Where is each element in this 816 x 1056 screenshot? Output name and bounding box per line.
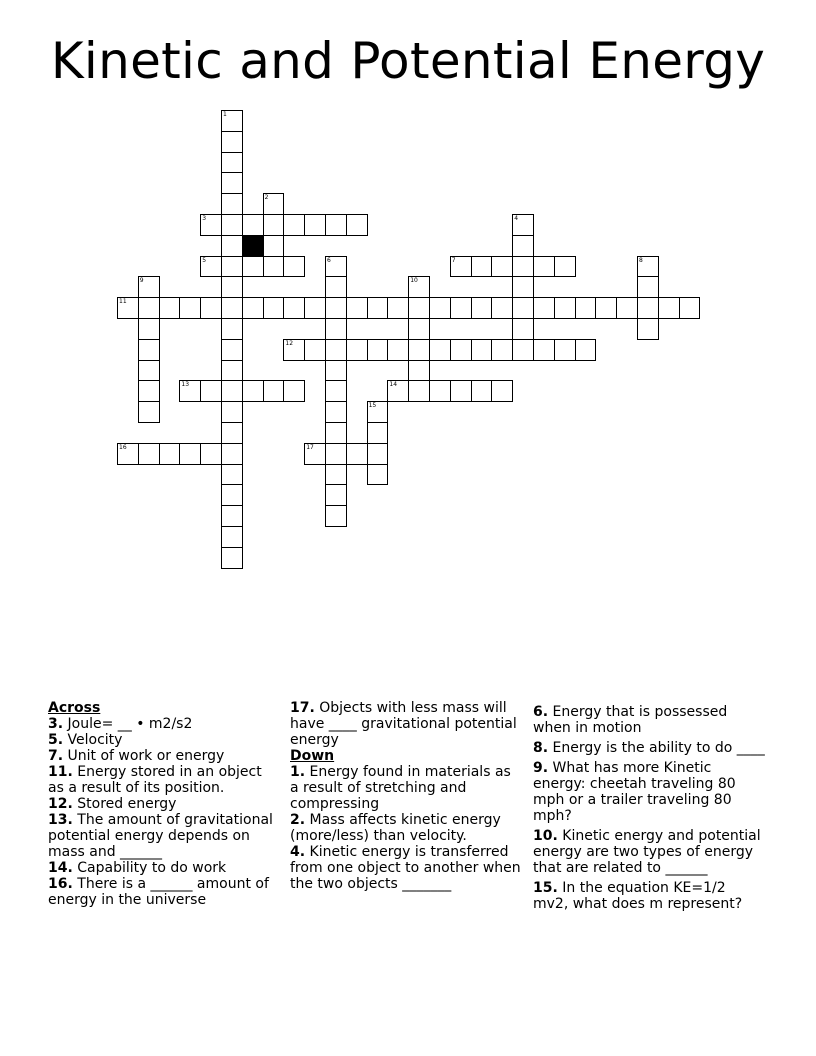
clue-text: What has more Kinetic energy: cheetah traveling 80 mph or a trailer traveling 80 mph? <box>533 760 736 824</box>
clue-down-9 <box>533 760 765 824</box>
clue-across-12 <box>48 796 276 812</box>
grid-cell[interactable] <box>595 297 617 319</box>
clue-down-15 <box>533 880 765 912</box>
grid-cell[interactable] <box>471 380 493 402</box>
clue-text: In the equation KE=1/2 mv2, what does m represent? <box>533 880 743 912</box>
grid-cell[interactable] <box>138 443 160 465</box>
clue-text: Mass affects kinetic energy (more/less) than velocity. <box>290 812 501 844</box>
cell-number: 5 <box>202 256 207 264</box>
clue-number: 8. <box>533 740 549 756</box>
grid-cell[interactable] <box>138 318 160 340</box>
grid-cell[interactable] <box>138 380 160 402</box>
grid-cell[interactable] <box>512 276 534 298</box>
grid-cell[interactable] <box>263 235 285 257</box>
grid-cell[interactable] <box>221 235 243 257</box>
clue-down-8 <box>533 740 765 756</box>
grid-cell[interactable] <box>221 443 243 465</box>
grid-cell[interactable] <box>616 297 638 319</box>
page-title: Kinetic and Potential Energy <box>50 32 766 90</box>
grid-cell[interactable] <box>242 256 264 278</box>
clue-number: 7. <box>48 748 64 764</box>
grid-cell[interactable] <box>471 297 493 319</box>
clues-column-1 <box>48 700 276 908</box>
grid-cell[interactable] <box>325 401 347 423</box>
grid-cell[interactable] <box>408 360 430 382</box>
grid-cell[interactable] <box>325 443 347 465</box>
clue-down-10 <box>533 828 765 876</box>
down-clue-list-continued <box>533 704 765 912</box>
clue-number: 4. <box>290 844 306 860</box>
grid-cell[interactable] <box>533 256 555 278</box>
clue-text: Velocity <box>63 732 123 748</box>
grid-cell[interactable] <box>491 339 513 361</box>
grid-cell[interactable] <box>221 484 243 506</box>
clue-number: 3. <box>48 716 64 732</box>
grid-cell[interactable] <box>283 256 305 278</box>
blocked-cell <box>242 235 264 257</box>
grid-cell[interactable] <box>138 339 160 361</box>
grid-cell[interactable] <box>221 152 243 174</box>
clue-across-14 <box>48 860 276 876</box>
clue-number: 12. <box>48 796 73 812</box>
grid-cell[interactable] <box>242 380 264 402</box>
grid-cell[interactable] <box>159 297 181 319</box>
grid-cell[interactable] <box>221 401 243 423</box>
grid-cell[interactable] <box>512 318 534 340</box>
cell-number: 13 <box>181 381 190 389</box>
grid-cell[interactable] <box>346 443 368 465</box>
grid-cell[interactable] <box>221 256 243 278</box>
grid-cell[interactable] <box>491 256 513 278</box>
clue-number: 9. <box>533 760 549 776</box>
grid-cell[interactable] <box>325 505 347 527</box>
clue-text: Unit of work or energy <box>63 748 225 764</box>
grid-cell[interactable] <box>221 297 243 319</box>
grid-cell[interactable] <box>221 380 243 402</box>
grid-cell[interactable] <box>221 505 243 527</box>
grid-cell[interactable] <box>283 214 305 236</box>
grid-cell[interactable] <box>283 297 305 319</box>
grid-cell[interactable] <box>450 380 472 402</box>
down-header: Down <box>290 748 335 764</box>
clue-across-5 <box>48 732 276 748</box>
clue-text: Energy that is possessed when in motion <box>533 704 728 736</box>
grid-cell[interactable] <box>304 339 326 361</box>
cell-number: 4 <box>514 215 519 222</box>
grid-cell[interactable] <box>533 297 555 319</box>
grid-cell[interactable] <box>325 276 347 298</box>
clue-down-6 <box>533 704 765 736</box>
grid-cell[interactable] <box>325 484 347 506</box>
cell-number: 8 <box>639 256 643 264</box>
clue-across-16 <box>48 876 276 908</box>
grid-cell[interactable] <box>138 297 160 319</box>
clue-across-3 <box>48 716 276 732</box>
cell-number: 9 <box>139 277 144 285</box>
clue-text: Stored energy <box>72 796 177 812</box>
grid-cell[interactable] <box>138 360 160 382</box>
grid-cell[interactable] <box>471 339 493 361</box>
cell-number: 17 <box>306 443 314 451</box>
grid-cell[interactable] <box>533 339 555 361</box>
grid-cell[interactable] <box>346 339 368 361</box>
cell-number: 12 <box>285 339 294 347</box>
grid-cell[interactable] <box>637 297 659 319</box>
grid-cell[interactable] <box>200 297 222 319</box>
grid-cell[interactable] <box>221 193 243 215</box>
grid-cell[interactable] <box>471 256 493 278</box>
grid-cell[interactable] <box>325 318 347 340</box>
grid-cell[interactable] <box>221 339 243 361</box>
clue-text: Kinetic energy is transferred from one object to another when the two objects _______ <box>290 844 521 892</box>
grid-cell[interactable] <box>221 172 243 194</box>
grid-cell[interactable] <box>658 297 680 319</box>
grid-cell[interactable] <box>283 380 305 402</box>
clue-down-2 <box>290 812 522 844</box>
grid-cell[interactable] <box>325 422 347 444</box>
grid-cell[interactable] <box>263 380 285 402</box>
grid-cell[interactable] <box>221 547 243 569</box>
grid-cell[interactable] <box>429 380 451 402</box>
clue-text: Capability to do work <box>72 860 227 876</box>
grid-cell[interactable] <box>512 235 534 257</box>
cell-number: 11 <box>119 298 127 306</box>
clue-text: Energy stored in an object as a result of its position. <box>48 764 262 796</box>
grid-cell[interactable] <box>200 380 222 402</box>
grid-cell[interactable] <box>263 256 285 278</box>
down-clue-list <box>290 764 522 892</box>
grid-cell[interactable] <box>346 214 368 236</box>
clue-across-13 <box>48 812 276 860</box>
grid-cell[interactable] <box>450 297 472 319</box>
cell-number: 1 <box>223 111 227 118</box>
grid-cell[interactable] <box>367 339 389 361</box>
grid-cell[interactable] <box>263 297 285 319</box>
cell-number: 3 <box>202 215 207 222</box>
grid-cell[interactable] <box>221 131 243 153</box>
grid-cell[interactable] <box>200 443 222 465</box>
grid-cell[interactable] <box>221 526 243 548</box>
clue-text: Kinetic energy and potential energy are two types of energy that are related to ______ <box>533 828 761 876</box>
grid-cell[interactable] <box>408 380 430 402</box>
cell-number: 2 <box>264 194 269 202</box>
grid-cell[interactable] <box>387 297 409 319</box>
grid-cell[interactable] <box>221 422 243 444</box>
clue-down-4 <box>290 844 522 892</box>
grid-cell[interactable] <box>575 297 597 319</box>
clue-text: The amount of gravitational potential energy depends on mass and ______ <box>48 812 273 860</box>
clue-down-1 <box>290 764 522 812</box>
grid-cell[interactable] <box>512 256 534 278</box>
clue-number: 6. <box>533 704 549 720</box>
cell-number: 7 <box>451 256 456 264</box>
clue-across-7 <box>48 748 276 764</box>
grid-cell[interactable] <box>408 339 430 361</box>
grid-cell[interactable] <box>304 214 326 236</box>
clue-number: 11. <box>48 764 73 780</box>
grid-cell[interactable] <box>491 380 513 402</box>
grid-cell[interactable] <box>221 214 243 236</box>
grid-cell[interactable] <box>512 297 534 319</box>
grid-cell[interactable] <box>304 297 326 319</box>
grid-cell[interactable] <box>242 297 264 319</box>
grid-cell[interactable] <box>408 297 430 319</box>
grid-cell[interactable] <box>679 297 701 319</box>
clue-number: 16. <box>48 876 73 892</box>
grid-cell[interactable] <box>408 318 430 340</box>
clue-text: Energy is the ability to do ____ <box>548 740 765 756</box>
grid-cell[interactable] <box>325 380 347 402</box>
clue-text: Objects with less mass will have ____ gravitational potential energy <box>290 700 517 748</box>
clue-number: 1. <box>290 764 306 780</box>
grid-cell[interactable] <box>325 339 347 361</box>
grid-cell[interactable] <box>554 256 576 278</box>
grid-cell[interactable] <box>325 297 347 319</box>
clue-number: 15. <box>533 880 558 896</box>
grid-cell[interactable] <box>179 297 201 319</box>
clue-number: 5. <box>48 732 64 748</box>
clue-across-11 <box>48 764 276 796</box>
grid-cell[interactable] <box>554 297 576 319</box>
grid-cell[interactable] <box>138 401 160 423</box>
cell-number: 16 <box>119 443 127 451</box>
grid-cell[interactable] <box>325 214 347 236</box>
grid-cell[interactable] <box>325 360 347 382</box>
grid-cell[interactable] <box>367 464 389 486</box>
grid-cell[interactable] <box>263 214 285 236</box>
clue-text: Joule= __ • m2/s2 <box>63 716 193 732</box>
grid-cell[interactable] <box>429 297 451 319</box>
cell-number: 15 <box>368 402 377 410</box>
grid-cell[interactable] <box>179 443 201 465</box>
clue-number: 2. <box>290 812 306 828</box>
clue-number: 14. <box>48 860 73 876</box>
grid-cell[interactable] <box>242 214 264 236</box>
grid-cell[interactable] <box>637 318 659 340</box>
cell-number: 6 <box>327 256 331 264</box>
across-header: Across <box>48 700 101 716</box>
clues-column-2 <box>290 700 522 892</box>
grid-cell[interactable] <box>367 443 389 465</box>
grid-cell[interactable] <box>554 339 576 361</box>
cell-number: 10 <box>410 277 418 285</box>
clue-number: 17. <box>290 700 315 716</box>
grid-cell[interactable] <box>325 464 347 486</box>
clues-column-3 <box>533 700 765 912</box>
clue-number: 10. <box>533 828 558 844</box>
grid-cell[interactable] <box>221 464 243 486</box>
grid-cell[interactable] <box>221 360 243 382</box>
grid-cell[interactable] <box>367 422 389 444</box>
grid-cell[interactable] <box>575 339 597 361</box>
grid-cell[interactable] <box>221 276 243 298</box>
grid-cell[interactable] <box>346 297 368 319</box>
grid-cell[interactable] <box>491 297 513 319</box>
grid-cell[interactable] <box>450 339 472 361</box>
cell-number: 14 <box>389 381 398 389</box>
clue-text: Energy found in materials as a result of stretching and compressing <box>290 764 511 812</box>
grid-cell[interactable] <box>387 339 409 361</box>
across-clue-list <box>48 716 276 908</box>
grid-cell[interactable] <box>159 443 181 465</box>
clue-across-17 <box>290 700 522 748</box>
grid-cell[interactable] <box>367 297 389 319</box>
grid-cell[interactable] <box>221 318 243 340</box>
grid-cell[interactable] <box>512 339 534 361</box>
clue-text: There is a ______ amount of energy in the universe <box>48 876 269 908</box>
grid-cell[interactable] <box>429 339 451 361</box>
clue-number: 13. <box>48 812 73 828</box>
grid-cell[interactable] <box>637 276 659 298</box>
